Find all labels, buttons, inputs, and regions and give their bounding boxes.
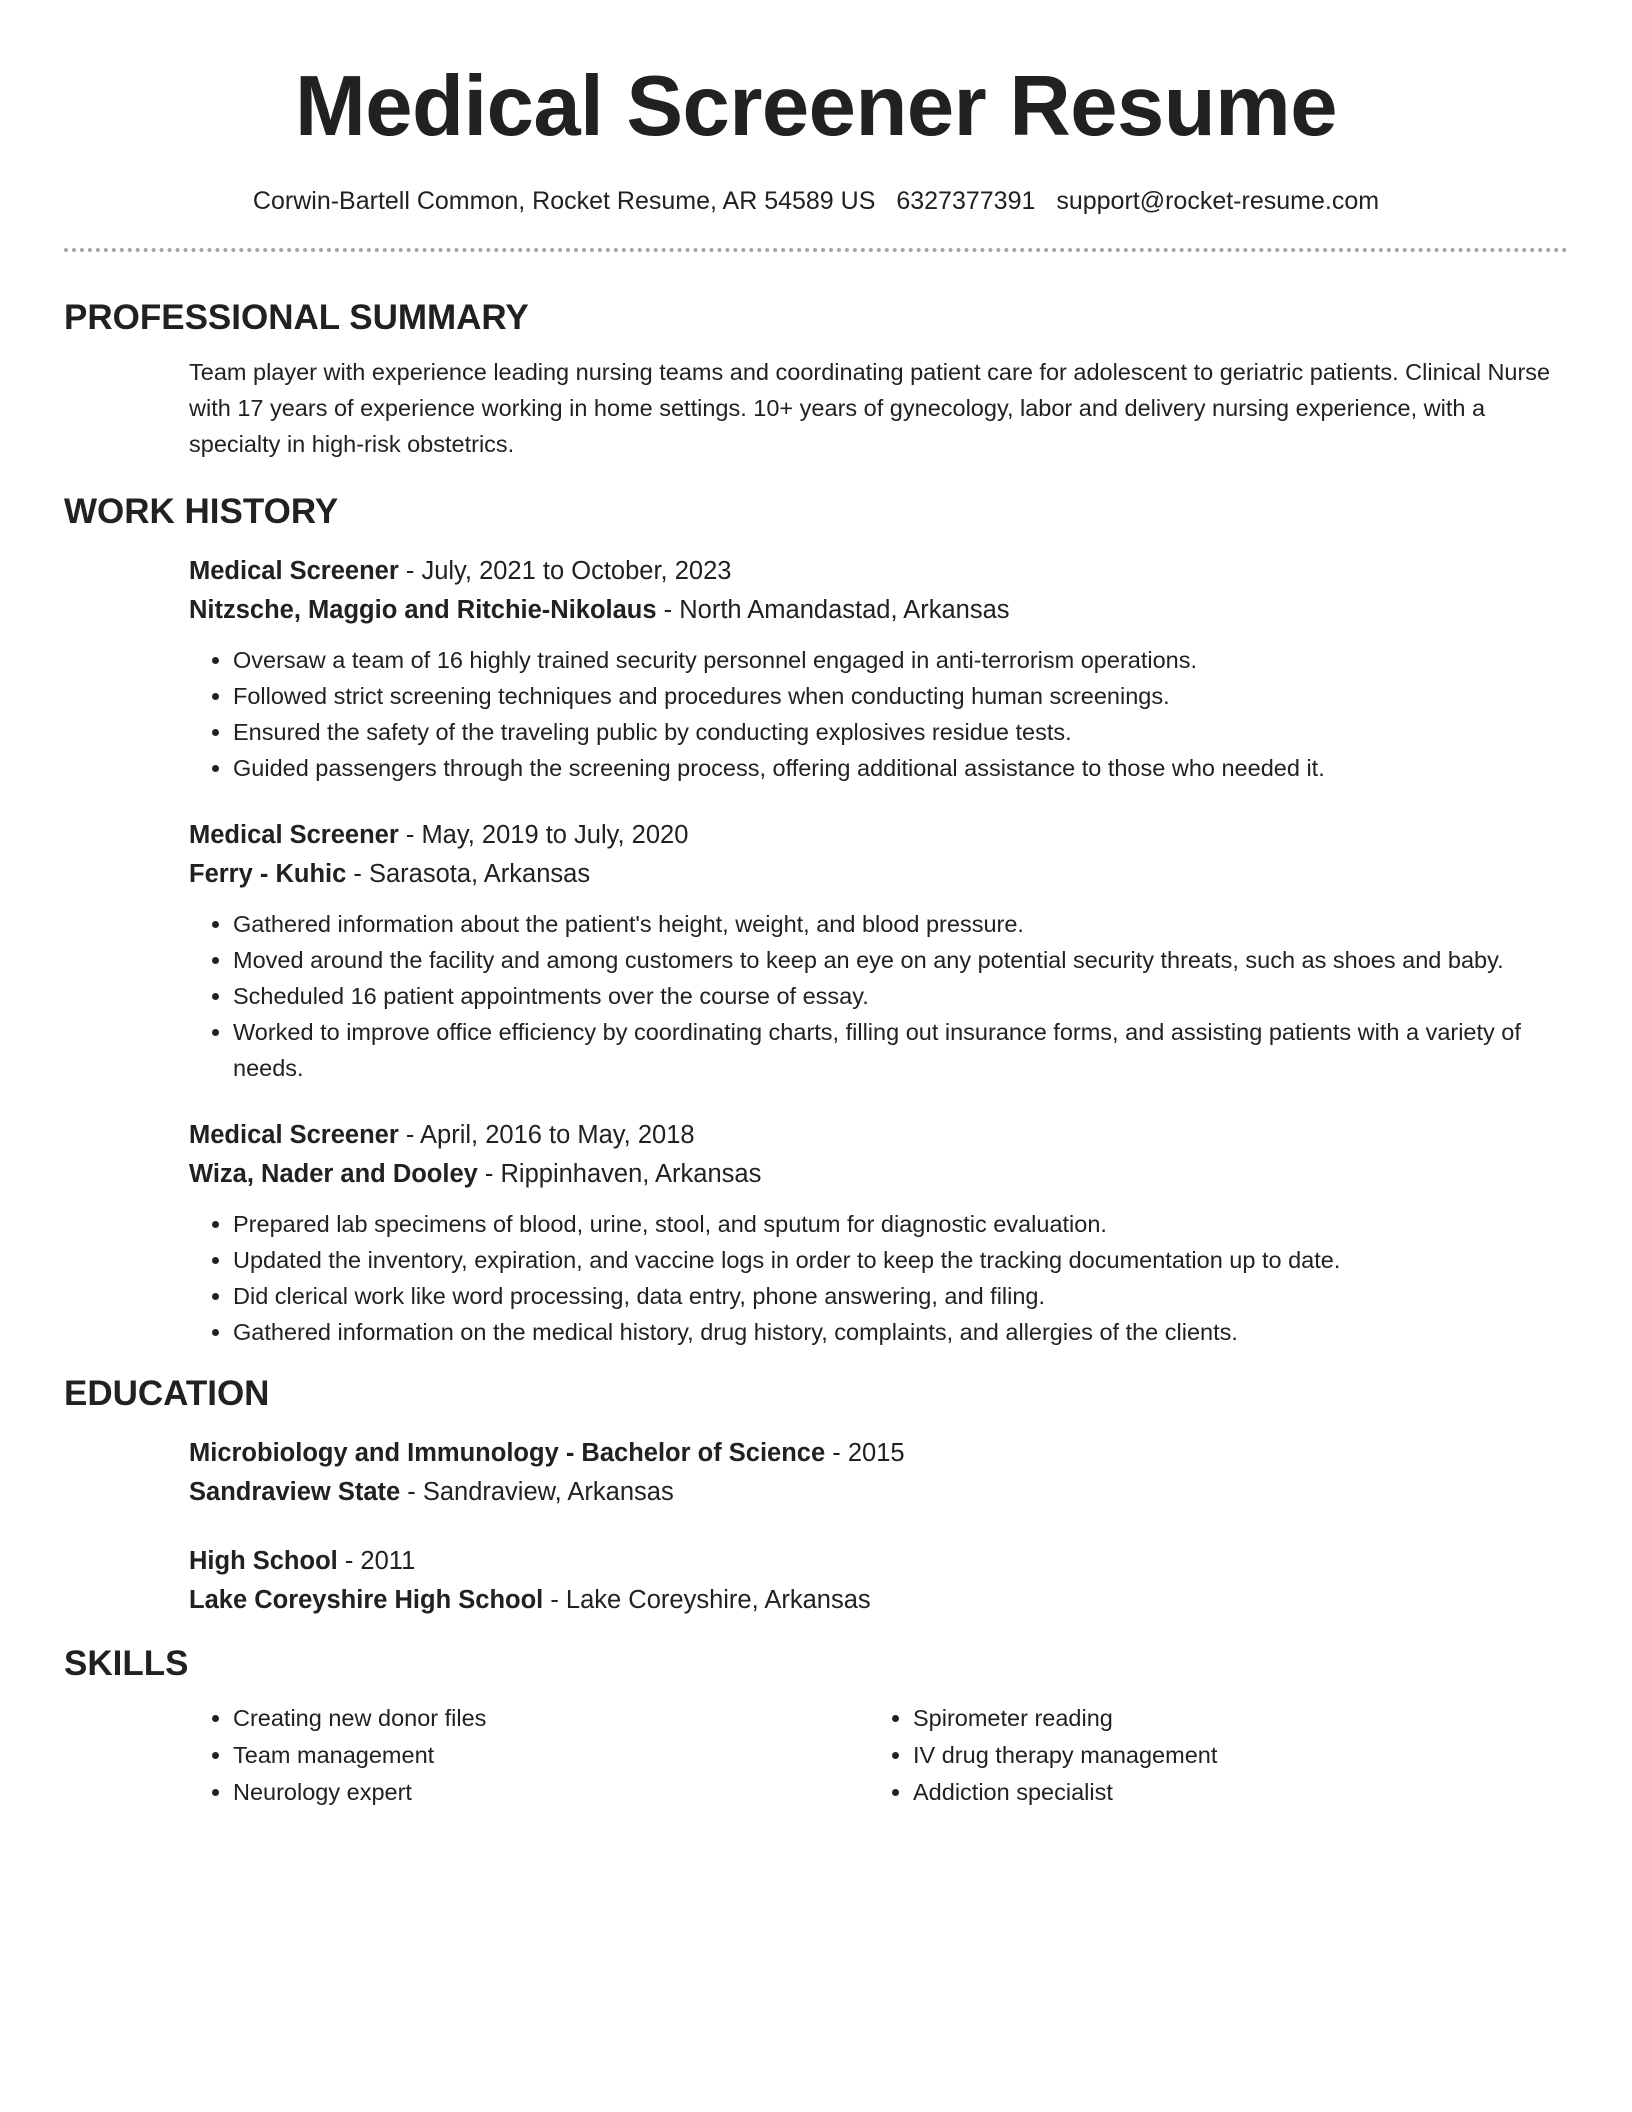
job-duty: • Followed strict screening techniques and procedures when conducting human screenings. xyxy=(233,678,1568,714)
job-entry xyxy=(189,816,1568,1086)
education-entry xyxy=(189,1542,1568,1620)
job-duty: • Updated the inventory, expiration, and vaccine logs in order to keep the tracking documentation up to date. xyxy=(233,1242,1568,1278)
job-duties xyxy=(189,642,1568,786)
job-duty: • Oversaw a team of 16 highly trained security personnel engaged in anti-terrorism operations. xyxy=(233,642,1568,678)
degree-line xyxy=(189,1542,1568,1581)
education-section xyxy=(64,1372,1568,1620)
skills-column-right xyxy=(869,1700,1549,1811)
degree-line xyxy=(189,1434,1568,1473)
job-duty: • Ensured the safety of the traveling public by conducting explosives residue tests. xyxy=(233,714,1568,750)
education-entry xyxy=(189,1434,1568,1512)
school-line xyxy=(189,1581,1568,1620)
work-heading: WORK HISTORY xyxy=(64,492,339,531)
job-title: Medical Screener xyxy=(189,1121,399,1149)
job-duty: • Did clerical work like word processing, data entry, phone answering, and filing. xyxy=(233,1278,1568,1314)
job-dates: - July, 2021 to October, 2023 xyxy=(398,557,732,585)
job-duties xyxy=(189,1206,1568,1350)
job-company-line xyxy=(189,591,1568,630)
job-company-line xyxy=(189,855,1568,894)
job-duty: • Gathered information on the medical history, drug history, complaints, and allergies of the clients. xyxy=(233,1314,1568,1350)
contact-phone: 6327377391 xyxy=(896,187,1036,215)
resume-header xyxy=(64,0,1568,252)
degree-name: High School xyxy=(189,1547,338,1575)
resume-title: Medical Screener Resume xyxy=(294,59,1338,154)
job-title: Medical Screener xyxy=(189,821,399,849)
contact-line xyxy=(64,184,1568,218)
education-heading: EDUCATION xyxy=(64,1374,270,1413)
skills-column-left xyxy=(189,1700,869,1811)
job-location: - Rippinhaven, Arkansas xyxy=(477,1160,762,1188)
skill-item: • Addiction specialist xyxy=(913,1774,1549,1811)
job-duty: • Gathered information about the patient's height, weight, and blood pressure. xyxy=(233,906,1568,942)
job-title-line xyxy=(189,816,1568,855)
degree-name: Microbiology and Immunology - Bachelor of Science xyxy=(189,1439,826,1467)
degree-year: - 2015 xyxy=(825,1439,905,1467)
summary-text: Team player with experience leading nursing teams and coordinating patient care for adolescent to geriatric patients. Clinical Nurse with 17 years of experience working in home settings. 10+ years of gynecology, labor and delivery nursing experience, with a specialty in high-risk obstetrics. xyxy=(189,359,1551,457)
degree-year: - 2011 xyxy=(337,1547,416,1575)
job-location: - Sarasota, Arkansas xyxy=(346,860,591,888)
contact-email: support@rocket-resume.com xyxy=(1056,187,1380,215)
job-duty: • Worked to improve office efficiency by coordinating charts, filling out insurance forms, and assisting patients with a variety of needs. xyxy=(233,1014,1568,1086)
job-company: Wiza, Nader and Dooley xyxy=(189,1160,478,1188)
skill-item: • Neurology expert xyxy=(233,1774,869,1811)
job-duty: • Guided passengers through the screening process, offering additional assistance to those who needed it. xyxy=(233,750,1568,786)
contact-address: Corwin-Bartell Common, Rocket Resume, AR 54589 US xyxy=(252,187,876,215)
job-duty: • Scheduled 16 patient appointments over the course of essay. xyxy=(233,978,1568,1014)
skills-heading: SKILLS xyxy=(64,1644,189,1683)
header-divider xyxy=(64,248,1568,252)
summary-section xyxy=(64,296,1568,462)
job-company-line xyxy=(189,1155,1568,1194)
job-entry xyxy=(189,1116,1568,1350)
school-name: Lake Coreyshire High School xyxy=(189,1586,544,1614)
job-entry xyxy=(189,552,1568,786)
job-title-line xyxy=(189,552,1568,591)
school-location: - Lake Coreyshire, Arkansas xyxy=(543,1586,871,1614)
skill-item: • Creating new donor files xyxy=(233,1700,869,1737)
job-dates: - April, 2016 to May, 2018 xyxy=(398,1121,695,1149)
job-company: Nitzsche, Maggio and Ritchie-Nikolaus xyxy=(189,596,657,624)
job-dates: - May, 2019 to July, 2020 xyxy=(398,821,689,849)
school-line xyxy=(189,1473,1568,1512)
skills-grid xyxy=(189,1700,1568,1811)
job-duty: • Prepared lab specimens of blood, urine, stool, and sputum for diagnostic evaluation. xyxy=(233,1206,1568,1242)
job-duties xyxy=(189,906,1568,1086)
job-title-line xyxy=(189,1116,1568,1155)
summary-heading: PROFESSIONAL SUMMARY xyxy=(64,298,529,337)
job-location: - North Amandastad, Arkansas xyxy=(656,596,1010,624)
school-name: Sandraview State xyxy=(189,1478,401,1506)
school-location: - Sandraview, Arkansas xyxy=(400,1478,674,1506)
skill-item: • IV drug therapy management xyxy=(913,1737,1549,1774)
job-title: Medical Screener xyxy=(189,557,399,585)
job-duty: • Moved around the facility and among customers to keep an eye on any potential security threats, such as shoes and baby. xyxy=(233,942,1568,978)
job-company: Ferry - Kuhic xyxy=(189,860,347,888)
skills-section xyxy=(64,1642,1568,1811)
skill-item: • Spirometer reading xyxy=(913,1700,1549,1737)
work-section xyxy=(64,490,1568,1350)
skill-item: • Team management xyxy=(233,1737,869,1774)
